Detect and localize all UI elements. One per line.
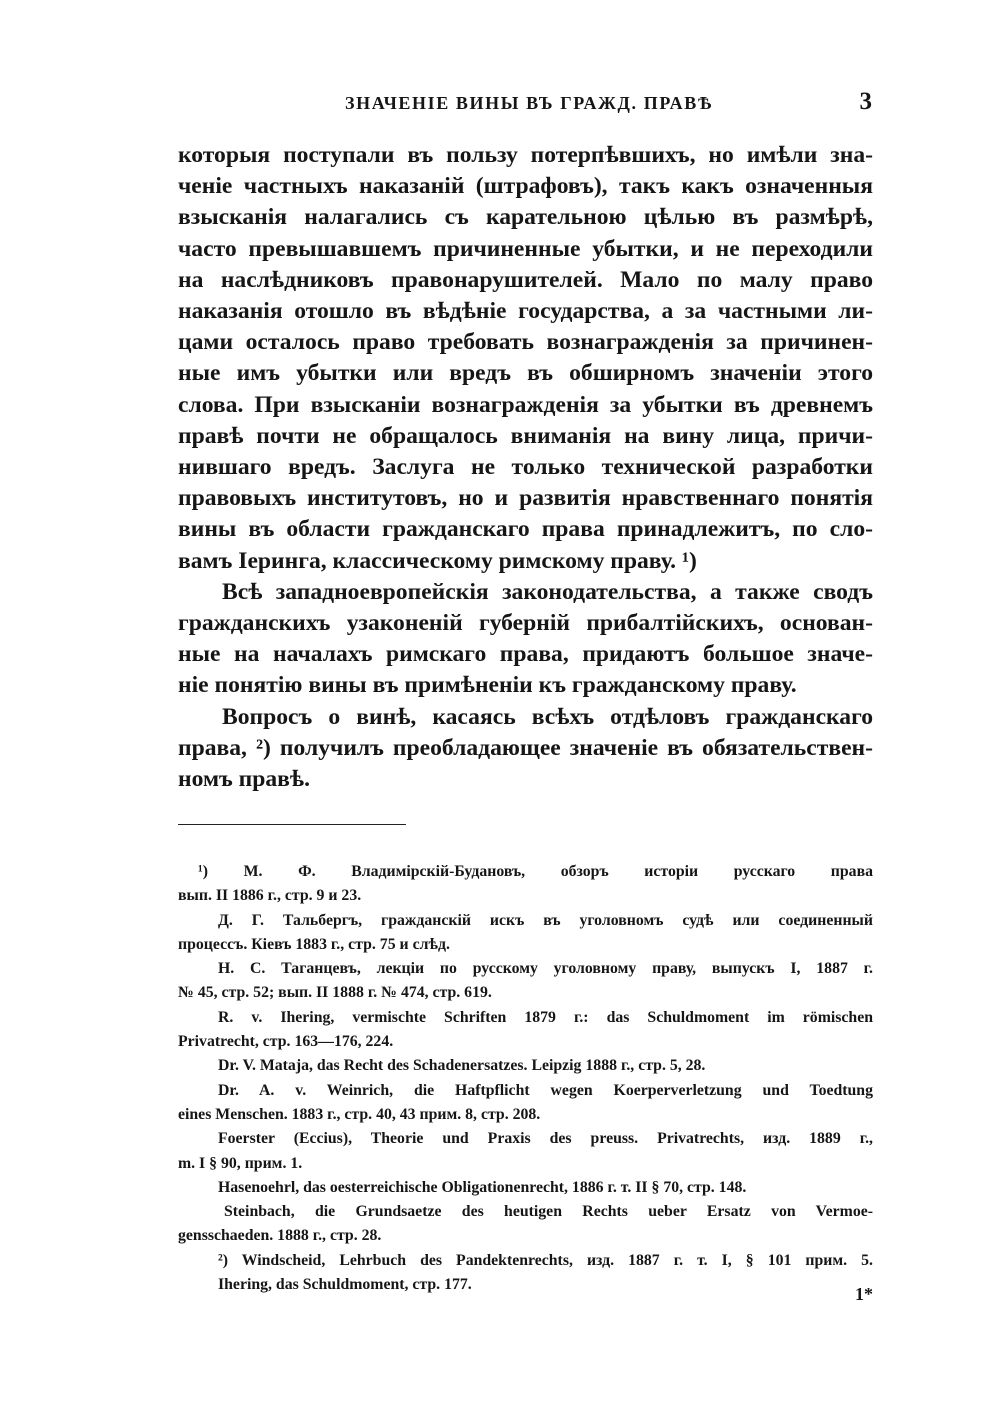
footnote-entry [178, 1127, 873, 1176]
text-line: номъ правѣ. [178, 766, 310, 793]
text-line: ные имъ убытки или вредъ въ обширномъ значеніи этого [178, 360, 873, 387]
book-page [125, 0, 915, 1418]
footnote-line: вып. II 1886 г., стр. 9 и 23. [178, 887, 362, 905]
text-line: часто превышавшемъ причиненные убытки, и не переходили [178, 235, 873, 262]
footnote-line: m. I § 90, прим. 1. [178, 1154, 303, 1172]
footnote-line: gensschaeden. 1888 г., стр. 28. [178, 1227, 382, 1245]
footnote-line: Hasenoehrl, das oesterreichische Obligationenrecht, 1886 г. т. II § 70, стр. 148. [218, 1178, 747, 1196]
footnote-entry [178, 1200, 873, 1249]
footnote-entry [178, 1054, 873, 1078]
page-number: 3 [859, 88, 872, 115]
main-text [178, 140, 873, 795]
footnote-line: Foerster (Eccius), Theorie und Praxis des preuss. Privatrechts, изд. 1889 г., [218, 1130, 873, 1148]
footnote-line: Dr. V. Mataja, das Recht des Schadenersatzes. Leipzig 1888 г., стр. 5, 28. [218, 1057, 706, 1075]
footnote-entry [178, 1249, 873, 1298]
footnote-line: процессъ. Кіевъ 1883 г., стр. 75 и слѣд. [178, 935, 450, 953]
footnote-line: Privatrecht, стр. 163—176, 224. [178, 1033, 394, 1051]
paragraph-3 [178, 702, 873, 796]
footnote-line: Д. Г. Тальбергъ, гражданскій искъ въ уголовномъ судѣ или соединенный [218, 911, 873, 929]
text-line: на наслѣдниковъ правонарушителей. Мало по малу право [178, 266, 873, 293]
text-line: вины въ области гражданскаго права принадлежитъ, по сло- [178, 516, 873, 543]
text-line: которыя поступали въ пользу потерпѣвшихъ, но имѣли зна- [178, 142, 873, 168]
text-line: ніе понятію вины въ примѣненіи къ гражданскому праву. [178, 672, 797, 699]
text-line: взысканія налагались съ карательною цѣлью въ размѣрѣ, [178, 204, 873, 231]
footnote-line: ¹) М. Ф. Владимірскій-Будановъ, обзоръ исторіи русскаго права [198, 863, 873, 880]
text-line: гражданскихъ узаконеній губерній прибалтійскихъ, основан- [178, 610, 873, 637]
text-line: слова. При взысканіи вознагражденія за убытки въ древнемъ [178, 391, 873, 418]
text-line: правовыхъ институтовъ, но и развитія нравственнаго понятія [178, 485, 873, 512]
footnote-entry [178, 909, 873, 958]
footnote-entry [178, 957, 873, 1006]
footnote-line: Ihering, das Schuldmoment, стр. 177. [218, 1276, 472, 1294]
text-line: Всѣ западноевропейскія законодательства, а также сводъ [222, 578, 873, 605]
text-line: Вопросъ о винѣ, касаясь всѣхъ отдѣловъ гражданскаго [222, 703, 873, 730]
text-line: нившаго вредъ. Заслуга не только технической разработки [178, 454, 873, 481]
footnote-line: № 45, стр. 52; вып. II 1888 г. № 474, стр. 619. [178, 984, 492, 1002]
text-line: права, ²) получилъ преобладающее значеніе въ обязательствен- [178, 734, 873, 761]
text-line: ные на началахъ римскаго права, придаютъ большое значе- [178, 641, 873, 668]
text-line: ченіе частныхъ наказаній (штрафовъ), такъ какъ означенныя [178, 173, 873, 200]
paragraph-1 [178, 140, 873, 577]
text-line: наказанія отошло въ вѣдѣніе государства, а за частными ли- [178, 298, 873, 325]
signature-mark: 1* [855, 1284, 873, 1304]
footnote-entry [178, 1006, 873, 1055]
text-line: цами осталось право требовать вознагражденія за причинен- [178, 329, 873, 356]
paragraph-2 [178, 577, 873, 702]
footnote-entry [178, 1176, 873, 1200]
text-line: правѣ почти не обращалось вниманія на вину лица, причи- [178, 422, 873, 449]
page-header [125, 90, 872, 120]
running-title: ЗНАЧЕНІЕ ВИНЫ ВЪ ГРАЖД. ПРАВѢ [345, 93, 714, 113]
footnote-line: Steinbach, die Grundsaetze des heutigen Rechts ueber Ersatz von Vermoe- [224, 1203, 873, 1221]
footnote-entry [178, 860, 873, 909]
footnote-divider [178, 824, 406, 825]
footnote-line: eines Menschen. 1883 г., стр. 40, 43 прим. 8, стр. 208. [178, 1105, 541, 1123]
footnote-line: Н. С. Таганцевъ, лекціи по русскому уголовному праву, выпускъ I, 1887 г. [218, 960, 873, 978]
footnote-line: Dr. A. v. Weinrich, die Haftpflicht wegen Koerperverletzung und Toedtung [218, 1081, 873, 1099]
footnote-line: R. v. Ihering, vermischte Schriften 1879 г.: das Schuldmoment im römischen [218, 1008, 873, 1026]
footnote-line: ²) Windscheid, Lehrbuch des Pandektenrechts, изд. 1887 г. т. I, § 101 прим. 5. [218, 1251, 873, 1269]
footnote-entry [178, 1079, 873, 1128]
footnotes [178, 860, 873, 1297]
text-line: вамъ Іеринга, классическому римскому праву. ¹) [178, 547, 697, 574]
